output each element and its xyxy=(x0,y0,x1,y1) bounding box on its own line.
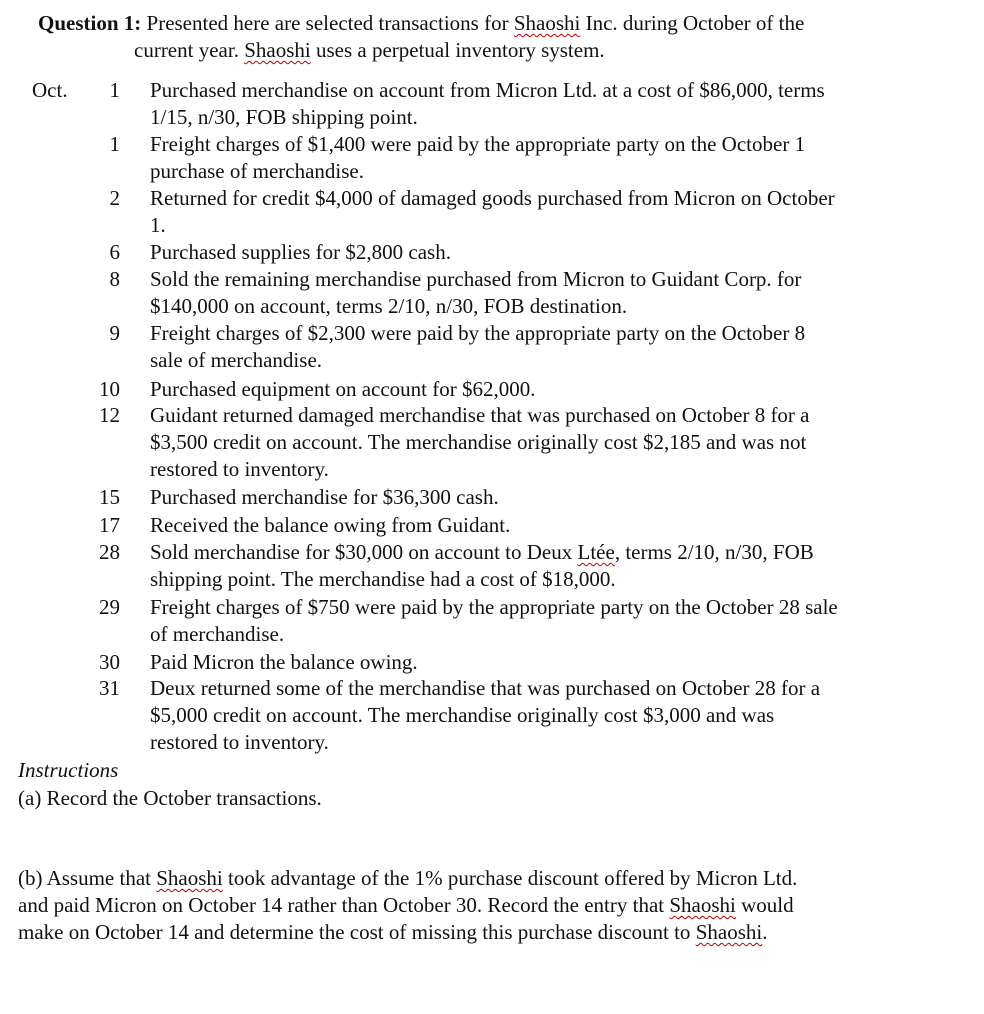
transaction-description xyxy=(150,594,950,648)
description-line: Purchased supplies for $2,800 cash. xyxy=(150,240,451,264)
transaction-description xyxy=(150,320,950,374)
transaction-description xyxy=(150,649,950,676)
transaction-day: 12 xyxy=(99,403,120,427)
company-name: Shaoshi xyxy=(669,893,736,917)
transaction-description xyxy=(150,675,950,756)
description-line: Returned for credit $4,000 of damaged goods purchased from Micron on October xyxy=(150,186,835,210)
transaction-description xyxy=(150,239,950,266)
description-text: , terms 2/10, n/30, FOB xyxy=(614,540,814,564)
description-line: Purchased merchandise on account from Micron Ltd. at a cost of $86,000, terms xyxy=(150,78,825,102)
transaction-description xyxy=(150,484,950,511)
description-line: Received the balance owing from Guidant. xyxy=(150,513,511,537)
transaction-description xyxy=(150,266,950,320)
transaction-day: 8 xyxy=(109,267,120,291)
question-label: Question 1: xyxy=(38,11,142,35)
part-b-text: (b) Assume that xyxy=(18,866,157,890)
transaction-day: 15 xyxy=(99,485,120,509)
instruction-part-a: (a) Record the October transactions. xyxy=(18,786,322,810)
description-line: Purchased equipment on account for $62,000. xyxy=(150,377,536,401)
instructions-title: Instructions xyxy=(18,758,119,782)
description-line: Freight charges of $2,300 were paid by the appropriate party on the October 8 xyxy=(150,321,806,345)
description-line: sale of merchandise. xyxy=(150,348,323,372)
customer-name: Ltée xyxy=(577,540,615,564)
question-text-1a: Presented here are selected transactions for xyxy=(141,11,514,35)
month-label: Oct. xyxy=(32,78,68,102)
part-b-line xyxy=(18,892,958,919)
transaction-description xyxy=(150,512,950,539)
description-line: restored to inventory. xyxy=(150,730,329,754)
description-line: shipping point. The merchandise had a cost of $18,000. xyxy=(150,567,616,591)
part-b-text: and paid Micron on October 14 rather than October 30. Record the entry that xyxy=(18,893,670,917)
description-line: Paid Micron the balance owing. xyxy=(150,650,418,674)
company-name: Shaoshi xyxy=(513,11,581,35)
company-name: Shaoshi xyxy=(695,920,763,944)
transaction-day: 6 xyxy=(109,240,120,264)
transaction-day: 2 xyxy=(109,186,120,210)
part-b-text: took advantage of the 1% purchase discount offered by Micron Ltd. xyxy=(222,866,798,890)
part-b-text: . xyxy=(762,920,768,944)
transaction-day: 30 xyxy=(99,650,120,674)
transaction-day: 29 xyxy=(99,595,120,619)
question-text-1b: Inc. during October of the xyxy=(580,11,805,35)
question-header xyxy=(38,10,958,64)
part-b-text: make on October 14 and determine the cost of missing this purchase discount to xyxy=(18,920,696,944)
company-name: Shaoshi xyxy=(244,38,311,62)
transaction-description xyxy=(150,77,950,131)
description-line: Sold the remaining merchandise purchased from Micron to Guidant Corp. for xyxy=(150,267,802,291)
question-line-2 xyxy=(38,37,958,64)
instruction-part-b xyxy=(18,865,958,946)
part-b-line xyxy=(18,865,958,892)
description-text: Sold merchandise for $30,000 on account to Deux xyxy=(150,540,578,564)
transaction-description xyxy=(150,185,950,239)
part-b-text: would xyxy=(735,893,794,917)
description-line: of merchandise. xyxy=(150,622,285,646)
transaction-description xyxy=(150,376,950,403)
transaction-description xyxy=(150,539,950,593)
transaction-description xyxy=(150,131,950,185)
description-line: $140,000 on account, terms 2/10, n/30, FOB destination. xyxy=(150,294,628,318)
description-line xyxy=(150,539,950,566)
description-line: 1/15, n/30, FOB shipping point. xyxy=(150,105,418,129)
transaction-day: 9 xyxy=(109,321,120,345)
transaction-day: 1 xyxy=(109,78,120,102)
transaction-day: 31 xyxy=(99,676,120,700)
description-line: $3,500 credit on account. The merchandise originally cost $2,185 and was not xyxy=(150,430,807,454)
transaction-day: 17 xyxy=(99,513,120,537)
description-line: restored to inventory. xyxy=(150,457,329,481)
description-line: Purchased merchandise for $36,300 cash. xyxy=(150,485,499,509)
transaction-day: 10 xyxy=(99,377,120,401)
description-line: $5,000 credit on account. The merchandise originally cost $3,000 and was xyxy=(150,703,775,727)
transaction-day: 28 xyxy=(99,540,120,564)
description-line: 1. xyxy=(150,213,166,237)
description-line: Deux returned some of the merchandise that was purchased on October 28 for a xyxy=(150,676,821,700)
question-text-2b: uses a perpetual inventory system. xyxy=(310,38,605,62)
transaction-description xyxy=(150,402,950,483)
part-b-line xyxy=(18,919,958,946)
company-name: Shaoshi xyxy=(156,866,223,890)
description-line: purchase of merchandise. xyxy=(150,159,364,183)
description-line: Guidant returned damaged merchandise that was purchased on October 8 for a xyxy=(150,403,810,427)
description-line: Freight charges of $1,400 were paid by the appropriate party on the October 1 xyxy=(150,132,806,156)
question-text-2a: current year. xyxy=(134,38,245,62)
transaction-day: 1 xyxy=(109,132,120,156)
description-line: Freight charges of $750 were paid by the appropriate party on the October 28 sale xyxy=(150,595,838,619)
